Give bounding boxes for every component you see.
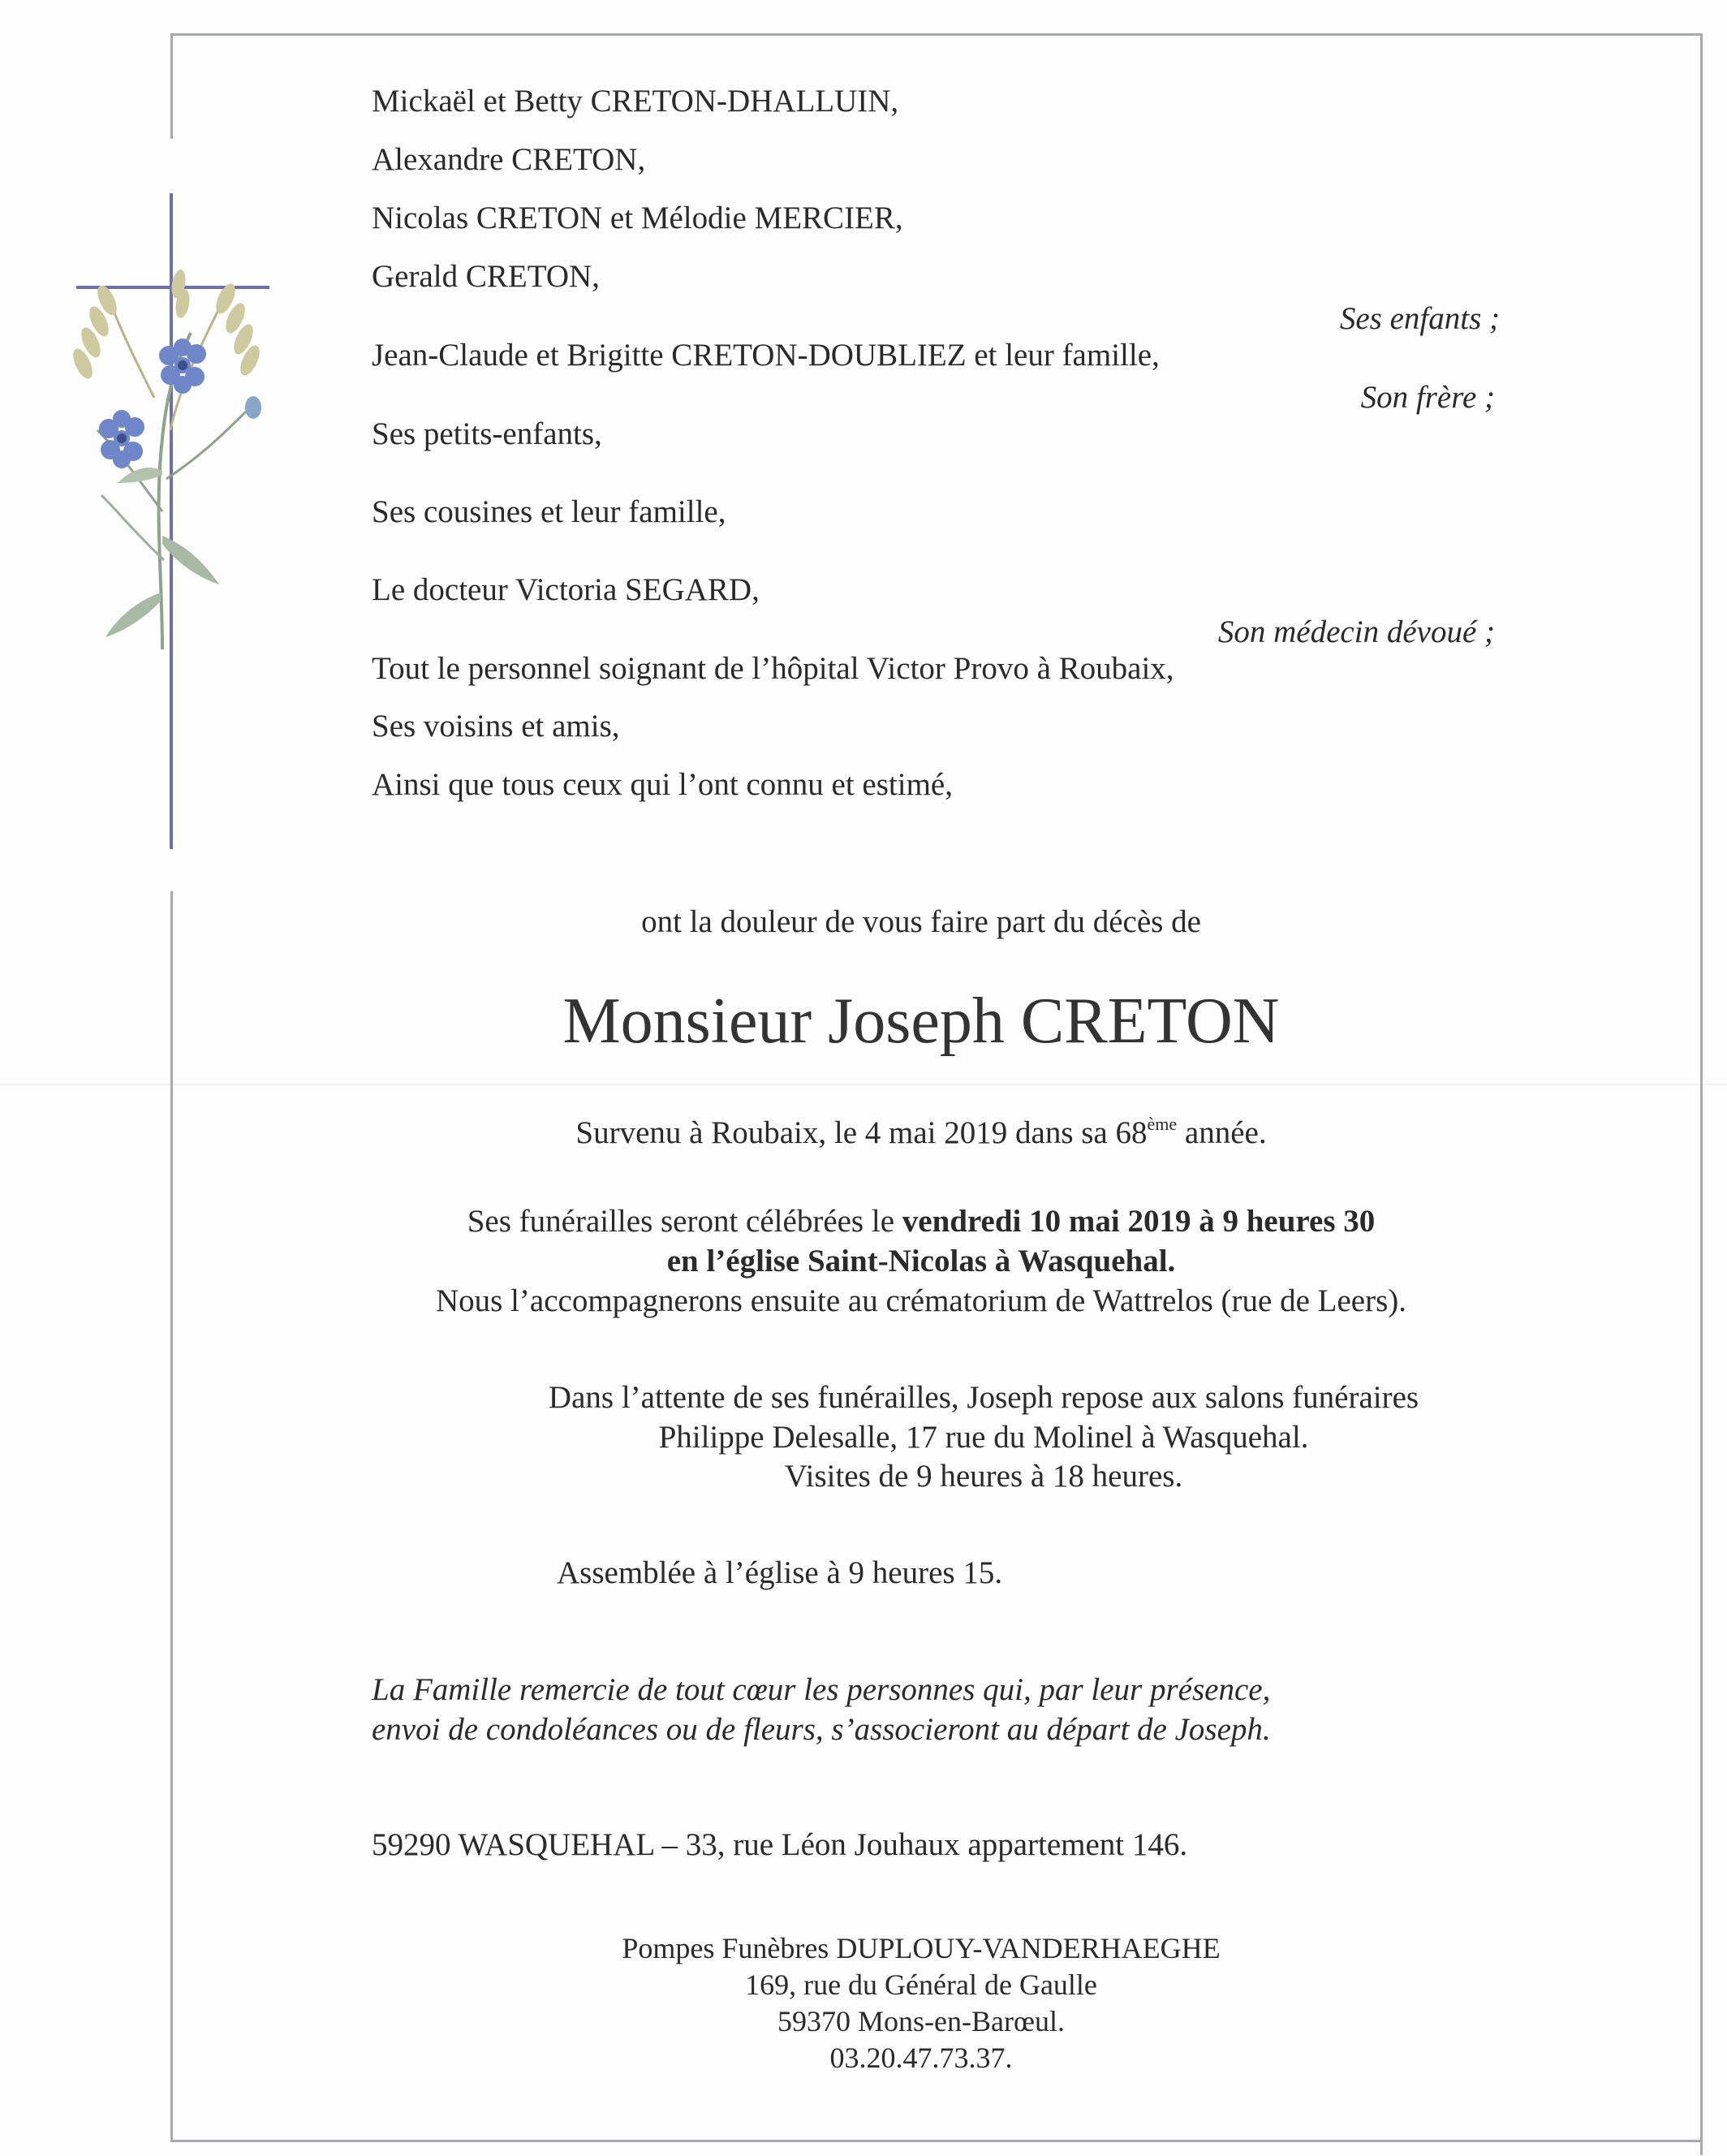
family-line-11: Ainsi que tous ceux qui l’ont connu et estimé, xyxy=(372,767,953,802)
funeral-home-name: Pompes Funèbres DUPLOUY-VANDERHAEGHE xyxy=(622,1932,1221,1964)
border-left-top xyxy=(170,33,173,139)
death-notice xyxy=(0,1105,1727,1153)
death-superscript: ème xyxy=(1147,1114,1178,1134)
relation-brother: Son frère ; xyxy=(1360,380,1495,415)
family-line-1: Mickaël et Betty CRETON-DHALLUIN, xyxy=(372,84,899,119)
viewing-line-2: Philippe Delesalle, 17 rue du Molinel à Wasquehal. xyxy=(658,1420,1309,1455)
family-line-4: Gerald CRETON, xyxy=(372,259,600,294)
border-bottom xyxy=(170,2140,1703,2142)
death-text-after: année. xyxy=(1177,1115,1267,1150)
cornflower-wheat-illustration xyxy=(41,268,308,649)
thanks-line-2: envoi de condoléances ou de fleurs, s’associeront au départ de Joseph. xyxy=(372,1712,1271,1747)
funeral-home-phone: 03.20.47.73.37. xyxy=(829,2042,1013,2074)
deceased-name: Monsieur Joseph CRETON xyxy=(562,985,1280,1057)
funeral-home-street: 169, rue du Général de Gaulle xyxy=(745,1968,1097,2001)
viewing-line-3: Visites de 9 heures à 18 heures. xyxy=(784,1459,1183,1494)
funeral-location: en l’église Saint-Nicolas à Wasquehal. xyxy=(666,1244,1176,1279)
relation-doctor: Son médecin dévoué ; xyxy=(1217,614,1495,649)
funeral-line-1-normal: Ses funérailles seront célébrées le xyxy=(467,1204,902,1239)
family-address: 59290 WASQUEHAL – 33, rue Léon Jouhaux appartement 146. xyxy=(372,1827,1188,1862)
family-line-7: Ses cousines et leur famille, xyxy=(372,494,726,529)
viewing-line-1: Dans l’attente de ses funérailles, Joseph repose aux salons funéraires xyxy=(548,1380,1419,1415)
death-text-before: Survenu à Roubaix, le 4 mai 2019 dans sa 68 xyxy=(575,1115,1148,1150)
announcement: ont la douleur de vous faire part du décès de xyxy=(641,904,1201,939)
family-line-5: Jean-Claude et Brigitte CRETON-DOUBLIEZ et leur famille, xyxy=(372,338,1160,373)
thanks-line-1: La Famille remercie de tout cœur les personnes qui, par leur présence, xyxy=(372,1672,1271,1707)
funeral-line-1 xyxy=(0,1202,1727,1241)
family-line-6: Ses petits-enfants, xyxy=(372,416,602,451)
family-line-8: Le docteur Victoria SEGARD, xyxy=(372,572,760,607)
assembly: Assemblée à l’église à 9 heures 15. xyxy=(557,1555,1003,1590)
border-right xyxy=(1700,33,1703,2155)
funeral-home-city: 59370 Mons-en-Barœul. xyxy=(777,2005,1065,2037)
relation-children: Ses enfants ; xyxy=(1339,301,1500,336)
family-line-9: Tout le personnel soignant de l’hôpital Victor Provo à Roubaix, xyxy=(372,651,1174,686)
paper-fold xyxy=(0,1084,1727,1085)
family-line-10: Ses voisins et amis, xyxy=(372,709,620,744)
family-line-2: Alexandre CRETON, xyxy=(372,142,646,177)
funeral-cremation: Nous l’accompagnerons ensuite au crématorium de Wattrelos (rue de Leers). xyxy=(435,1283,1406,1318)
border-top xyxy=(170,33,1703,36)
funeral-date: vendredi 10 mai 2019 à 9 heures 30 xyxy=(902,1204,1376,1239)
family-line-3: Nicolas CRETON et Mélodie MERCIER, xyxy=(372,201,903,235)
